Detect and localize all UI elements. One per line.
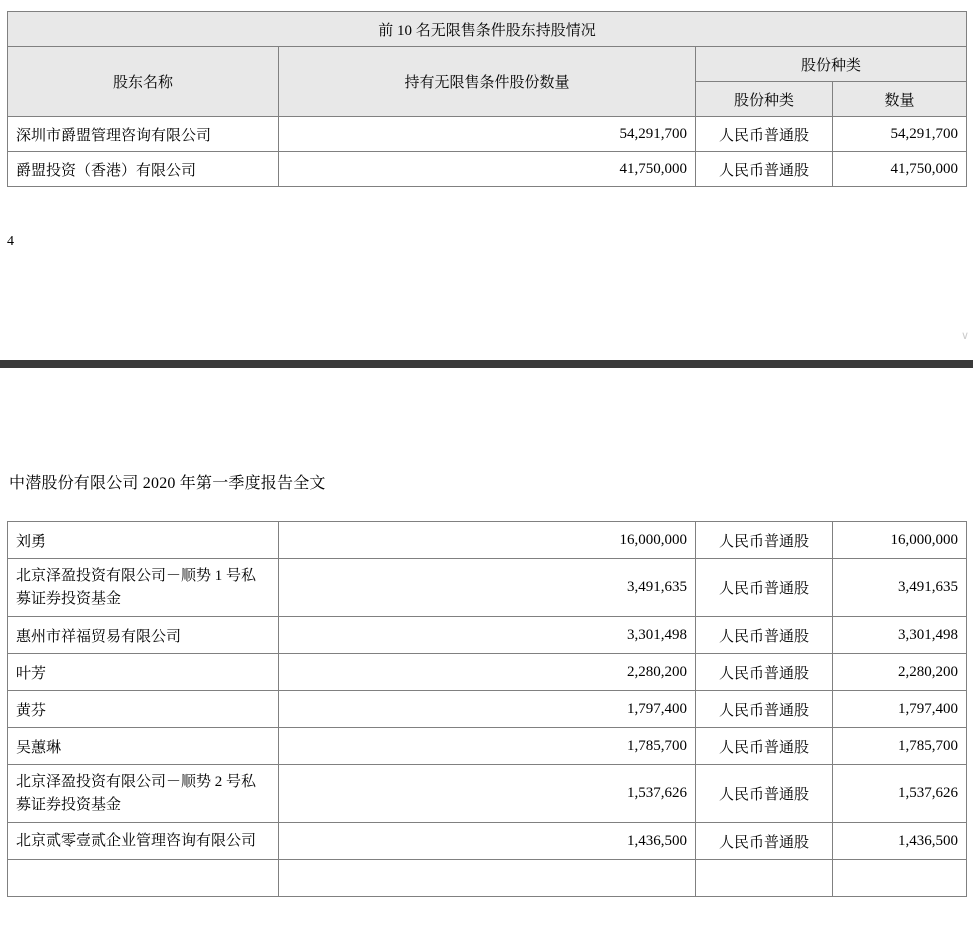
cell-name: 北京贰零壹贰企业管理咨询有限公司 [8,823,279,860]
header-share-type: 股份种类 [696,82,833,117]
cell-name: 吴蕙琳 [8,728,279,765]
cell-quantity: 3,301,498 [833,617,967,654]
cell-name: 深圳市爵盟管理咨询有限公司 [8,117,279,152]
cell-type: 人民币普通股 [696,823,833,860]
cell-name [8,860,279,897]
cell-type: 人民币普通股 [696,117,833,152]
cell-type: 人民币普通股 [696,152,833,187]
cell-shares: 1,537,626 [279,765,696,823]
cell-shares: 1,436,500 [279,823,696,860]
cell-shares: 2,280,200 [279,654,696,691]
cell-quantity: 1,785,700 [833,728,967,765]
cell-quantity: 1,537,626 [833,765,967,823]
bottom-shareholders-table [7,521,967,897]
cell-quantity [833,860,967,897]
cell-name: 北京泽盈投资有限公司－顺势 2 号私募证券投资基金 [8,765,279,823]
table-row-partial [8,860,967,897]
cell-shares: 1,785,700 [279,728,696,765]
header-quantity: 数量 [833,82,967,117]
table-row [8,823,967,860]
scroll-indicator-icon: ∨ [961,330,970,342]
cell-type [696,860,833,897]
page-break-spacer [0,368,973,378]
table-title-row [8,12,967,47]
cell-type: 人民币普通股 [696,765,833,823]
cell-shares: 3,491,635 [279,559,696,617]
cell-quantity: 41,750,000 [833,152,967,187]
cell-quantity: 16,000,000 [833,522,967,559]
cell-quantity: 3,491,635 [833,559,967,617]
cell-quantity: 1,436,500 [833,823,967,860]
cell-name: 爵盟投资（香港）有限公司 [8,152,279,187]
cell-name: 黄芬 [8,691,279,728]
cell-type: 人民币普通股 [696,559,833,617]
cell-shares: 54,291,700 [279,117,696,152]
cell-shares: 16,000,000 [279,522,696,559]
cell-type: 人民币普通股 [696,728,833,765]
table-row [8,691,967,728]
header-share-type-group: 股份种类 [696,47,967,82]
cell-type: 人民币普通股 [696,617,833,654]
top-shareholders-table [7,11,967,187]
cell-quantity: 1,797,400 [833,691,967,728]
cell-shares: 1,797,400 [279,691,696,728]
table-title: 前 10 名无限售条件股东持股情况 [8,12,967,47]
page-break-divider [0,360,973,368]
table-row [8,522,967,559]
table-row [8,559,967,617]
header-shareholder-name: 股东名称 [8,47,279,117]
table-row [8,765,967,823]
cell-type: 人民币普通股 [696,654,833,691]
cell-shares [279,860,696,897]
cell-shares: 41,750,000 [279,152,696,187]
cell-type: 人民币普通股 [696,691,833,728]
cell-quantity: 54,291,700 [833,117,967,152]
table-row [8,654,967,691]
cell-shares: 3,301,498 [279,617,696,654]
running-header: 中潜股份有限公司 2020 年第一季度报告全文 [9,475,326,492]
table-row [8,152,967,187]
cell-name: 北京泽盈投资有限公司－顺势 1 号私募证券投资基金 [8,559,279,617]
cell-name: 叶芳 [8,654,279,691]
page-number: 4 [7,234,14,249]
table-header-row-1 [8,47,967,82]
table-row [8,617,967,654]
cell-name: 惠州市祥福贸易有限公司 [8,617,279,654]
header-shares-held: 持有无限售条件股份数量 [279,47,696,117]
table-row [8,117,967,152]
cell-type: 人民币普通股 [696,522,833,559]
cell-name: 刘勇 [8,522,279,559]
cell-quantity: 2,280,200 [833,654,967,691]
table-row [8,728,967,765]
